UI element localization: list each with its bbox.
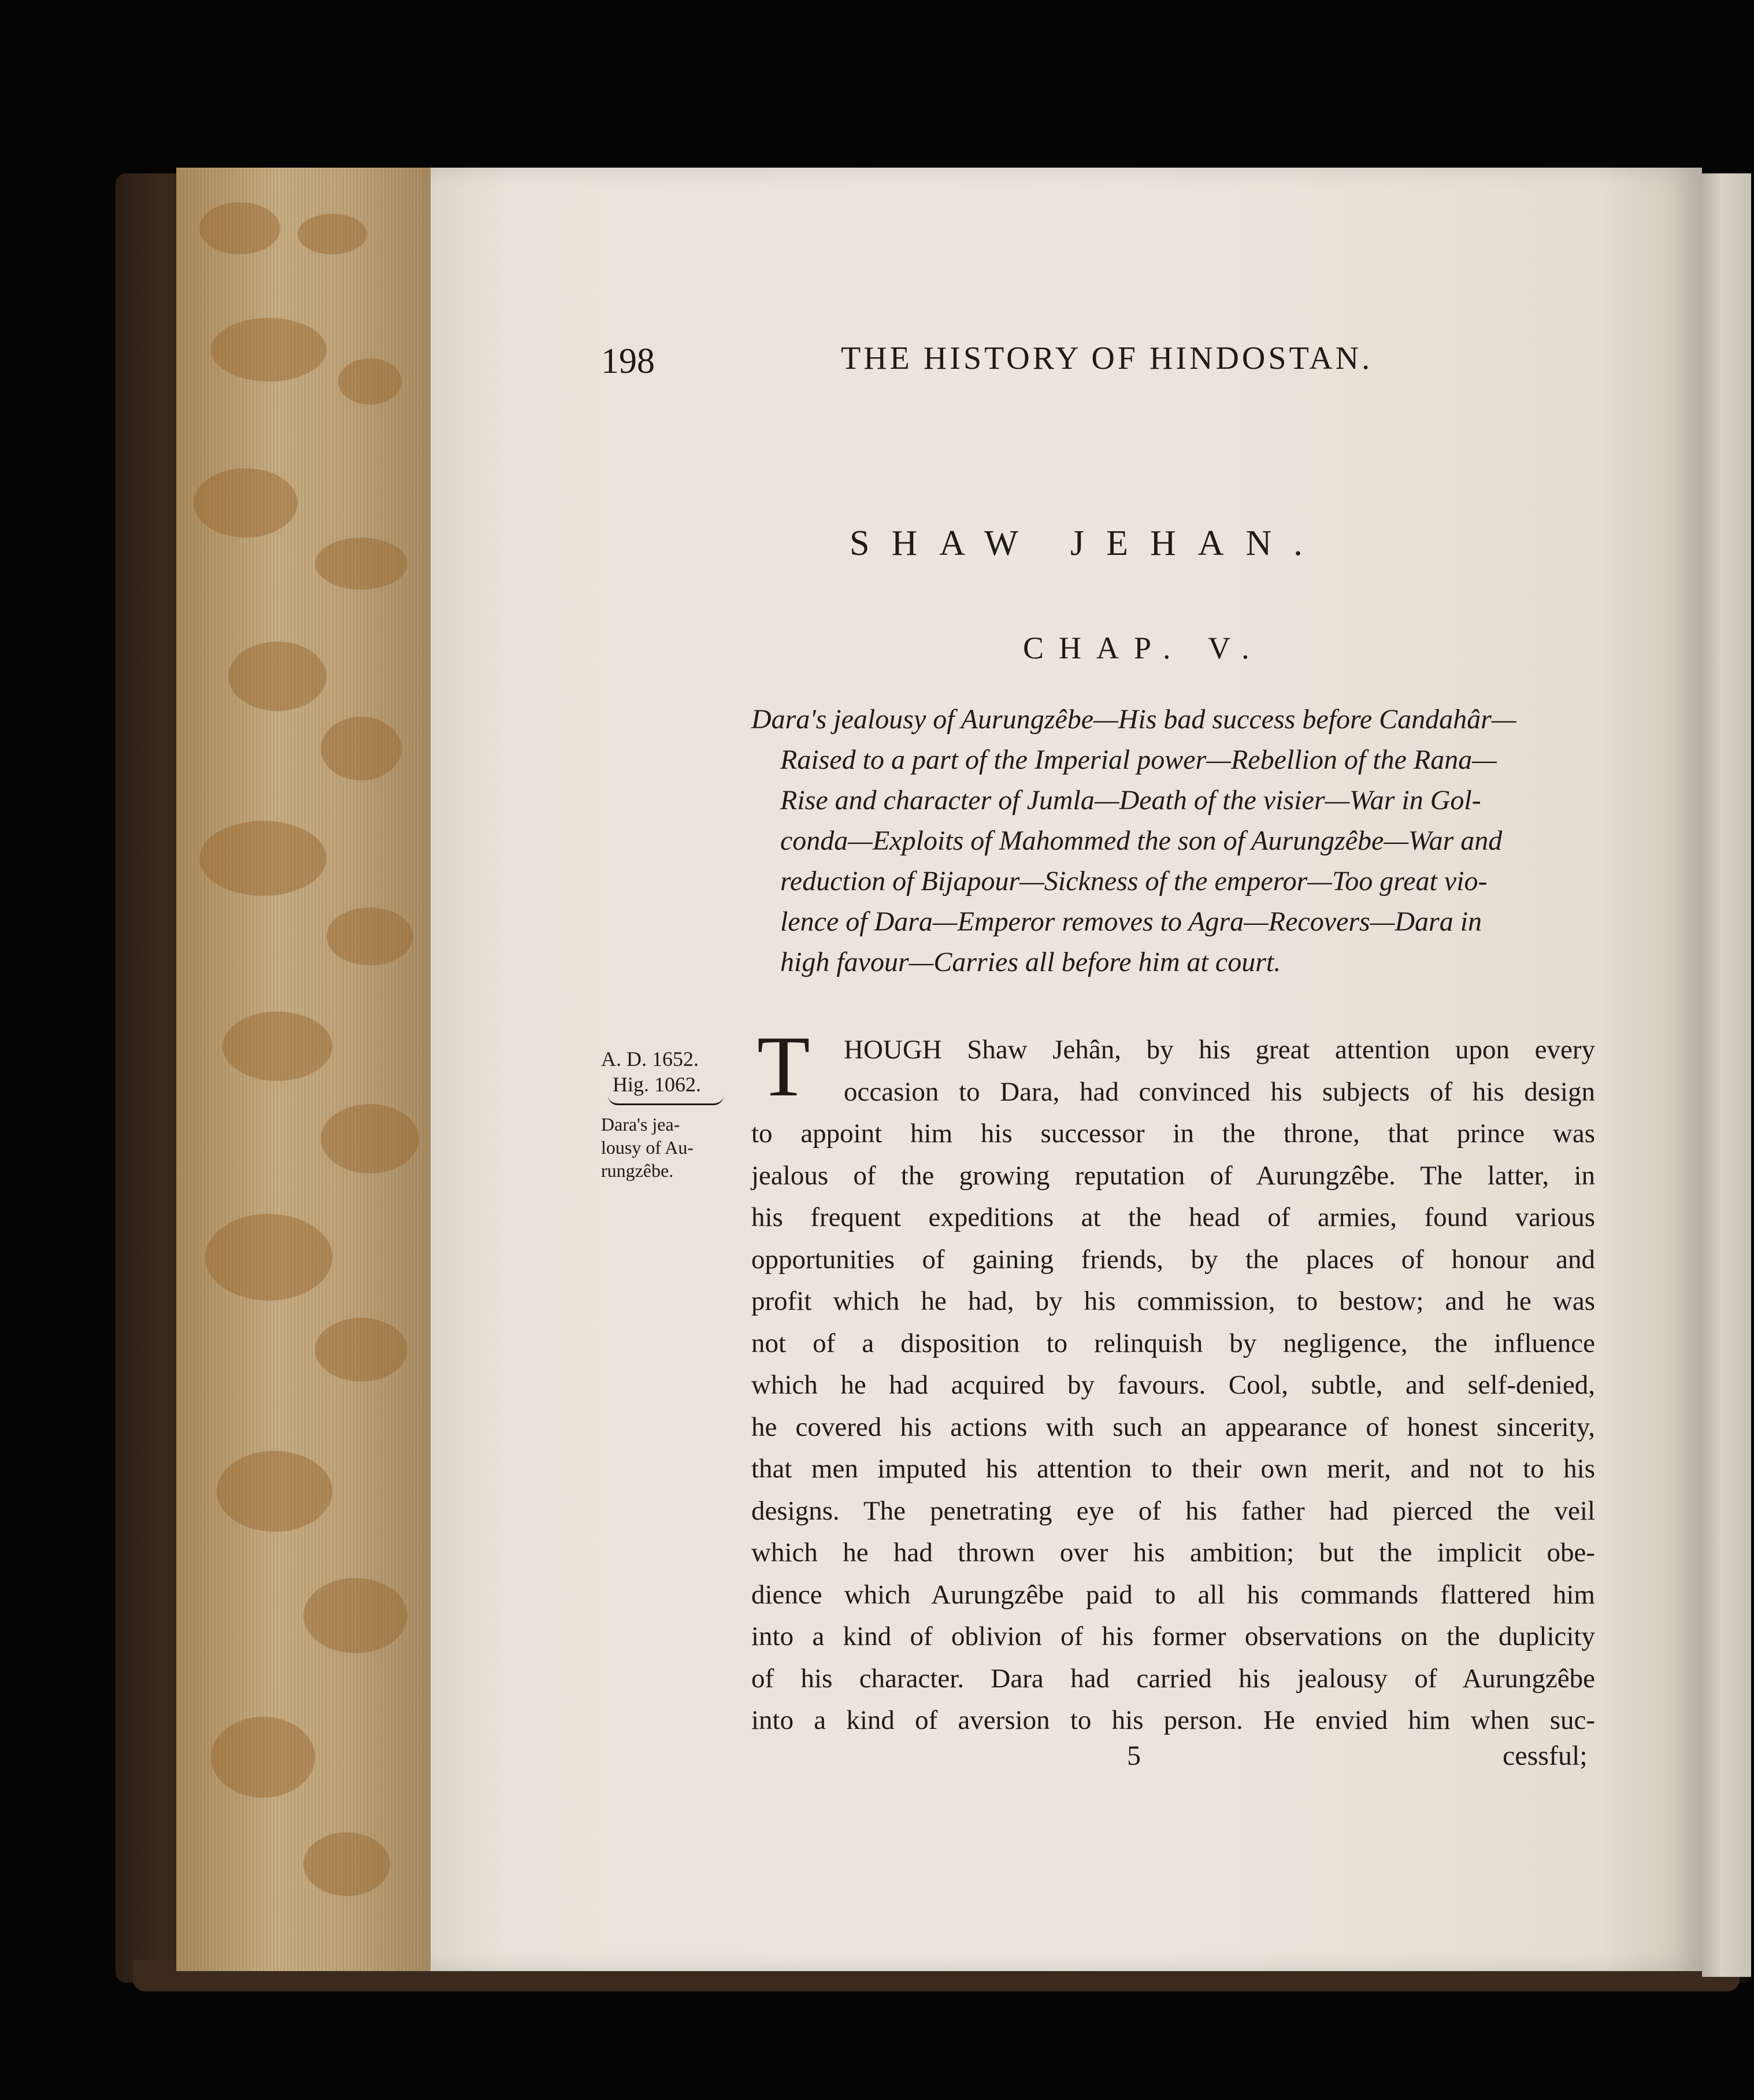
margin-topic-line: Dara's jea- [601, 1114, 680, 1135]
body-line: HOUGH Shaw Jehân, by his great attention upon every [844, 1035, 1595, 1065]
body-line: jealous of the growing reputation of Aurungzêbe. The latter, in [751, 1160, 1595, 1191]
margin-date-line: Hig. 1062. [613, 1073, 701, 1096]
foxing-stain [321, 1104, 419, 1173]
summary-line: Dara's jealousy of Aurungzêbe—His bad success before Candahâr— [751, 704, 1516, 735]
foxing-stain [223, 1012, 332, 1081]
section-title: SHAW JEHAN. [850, 524, 1325, 563]
foxing-stain [338, 358, 402, 405]
foxing-stain [321, 717, 402, 780]
summary-line: reduction of Bijapour—Sickness of the emperor—Too great vio- [780, 866, 1488, 897]
body-line: opportunities of gaining friends, by the places of honour and [751, 1244, 1595, 1275]
running-head: THE HISTORY OF HINDOSTAN. [841, 340, 1373, 376]
catchword: cessful; [1503, 1740, 1588, 1771]
foxing-stain [303, 1832, 390, 1896]
foxing-stain [228, 642, 327, 711]
body-line: not of a disposition to relinquish by negligence, the influence [751, 1328, 1595, 1358]
foxing-stain [199, 202, 280, 254]
chapter-heading: CHAP. V. [1023, 631, 1264, 665]
foxing-stain [315, 1318, 407, 1382]
drop-cap: T [757, 1018, 810, 1114]
foxing-stain [199, 821, 327, 896]
foxing-stain [194, 468, 298, 538]
chapter-summary [751, 699, 1595, 983]
body-line: which he had acquired by favours. Cool, subtle, and self-denied, [751, 1370, 1595, 1400]
body-line: designs. The penetrating eye of his father had pierced the veil [751, 1495, 1595, 1526]
body-line: occasion to Dara, had convinced his subjects of his design [844, 1076, 1595, 1107]
margin-date-line: A. D. 1652. [601, 1047, 699, 1071]
body-line: into a kind of oblivion of his former observations on the duplicity [751, 1621, 1595, 1651]
body-line: his frequent expeditions at the head of armies, found various [751, 1202, 1595, 1232]
body-line: of his character. Dara had carried his jealousy of Aurungzêbe [751, 1663, 1595, 1694]
page-edges-stained [176, 168, 431, 1971]
summary-line: Raised to a part of the Imperial power—Rebellion of the Rana— [780, 745, 1497, 775]
foxing-stain [315, 538, 407, 590]
body-text [751, 1029, 1595, 1742]
foxing-stain [205, 1214, 332, 1301]
foxing-stain [211, 318, 327, 382]
foxing-stain [303, 1578, 407, 1653]
page-number: 198 [601, 342, 655, 381]
signature-mark: 5 [1127, 1740, 1141, 1771]
body-line: that men imputed his attention to their own merit, and not to his [751, 1454, 1595, 1484]
margin-note-date [601, 1046, 701, 1097]
body-line: which he had thrown over his ambition; but the implicit obe- [751, 1538, 1595, 1568]
body-line: dience which Aurungzêbe paid to all his commands flattered him [751, 1579, 1595, 1610]
body-line: profit which he had, by his commission, to bestow; and he was [751, 1286, 1595, 1316]
foxing-stain [298, 214, 367, 254]
body-line: to appoint him his successor in the throne, that prince was [751, 1118, 1595, 1149]
foxing-stain [211, 1717, 315, 1798]
foxing-stain [327, 908, 413, 965]
facing-page-edge [1702, 173, 1751, 1977]
body-line: he covered his actions with such an appearance of honest sincerity, [751, 1412, 1595, 1442]
margin-topic-line: lousy of Au- [601, 1137, 694, 1158]
margin-note-topic [601, 1113, 694, 1182]
summary-line: high favour—Carries all before him at court. [780, 947, 1281, 977]
summary-line: conda—Exploits of Mahommed the son of Aurungzêbe—War and [780, 825, 1503, 856]
foxing-stain [217, 1451, 332, 1532]
margin-brace [608, 1095, 724, 1105]
summary-line: Rise and character of Jumla—Death of the visier—War in Gol- [780, 785, 1481, 816]
margin-topic-line: rungzêbe. [601, 1160, 674, 1181]
summary-line: lence of Dara—Emperor removes to Agra—Recovers—Dara in [780, 906, 1482, 937]
body-line: into a kind of aversion to his person. He envied him when suc- [751, 1705, 1595, 1735]
